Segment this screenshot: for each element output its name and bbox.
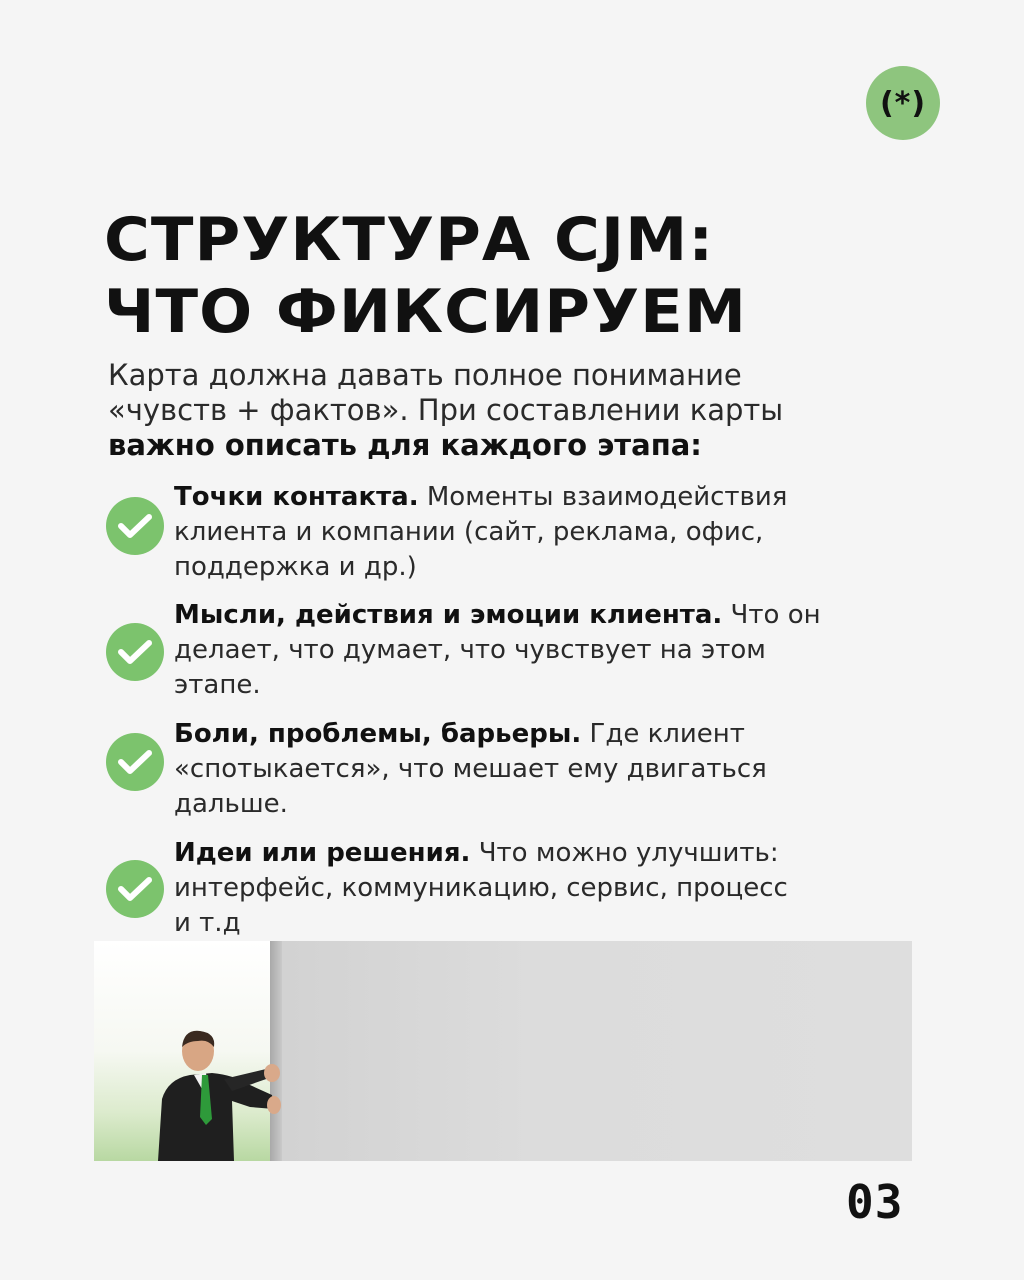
item-line-1: Что он [722,600,821,630]
item-line-3: дальше. [174,789,288,819]
badge-label: (*) [879,85,927,121]
title-line-2: ЧТО ФИКСИРУЕМ [104,277,747,347]
item-heading: Точки контакта. [174,482,419,512]
item-heading: Боли, проблемы, барьеры. [174,719,582,749]
intro-line-3-bold: важно описать для каждого этапа: [108,428,702,462]
list-item-text [174,598,934,703]
item-heading: Идеи или решения. [174,838,471,868]
man-pushing-wall-image [94,941,912,1161]
page-title [104,204,957,348]
item-line-2: клиента и компании (сайт, реклама, офис, [174,517,764,547]
check-icon [106,497,164,555]
item-line-2: интерфейс, коммуникацию, сервис, процесс [174,873,788,903]
item-line-3: и т.д [174,908,241,938]
item-line-2: «спотыкается», что мешает ему двигаться [174,754,767,784]
intro-paragraph [108,358,928,463]
item-line-2: делает, что думает, что чувствует на этом [174,635,766,665]
title-line-1: СТРУКТУРА CJM: [104,205,715,275]
check-icon [106,623,164,681]
item-line-3: поддержка и др.) [174,552,417,582]
check-icon [106,733,164,791]
item-line-1: Моменты взаимодействия [418,482,788,512]
list-item-text [174,836,934,941]
businessman-figure [154,1029,284,1161]
intro-line-1: Карта должна давать полное понимание [108,358,742,392]
intro-line-2: «чувств + фактов». При составлении карты [108,393,784,427]
item-line-1: Что можно улучшить: [470,838,779,868]
page-number: 03 [846,1175,904,1229]
item-line-1: Где клиент [581,719,745,749]
item-heading: Мысли, действия и эмоции клиента. [174,600,723,630]
check-icon [106,860,164,918]
list-item-text [174,717,934,822]
item-line-3: этапе. [174,670,261,700]
asterisk-badge-icon [866,66,940,140]
list-item-text [174,480,934,585]
wall-surface [282,941,912,1161]
